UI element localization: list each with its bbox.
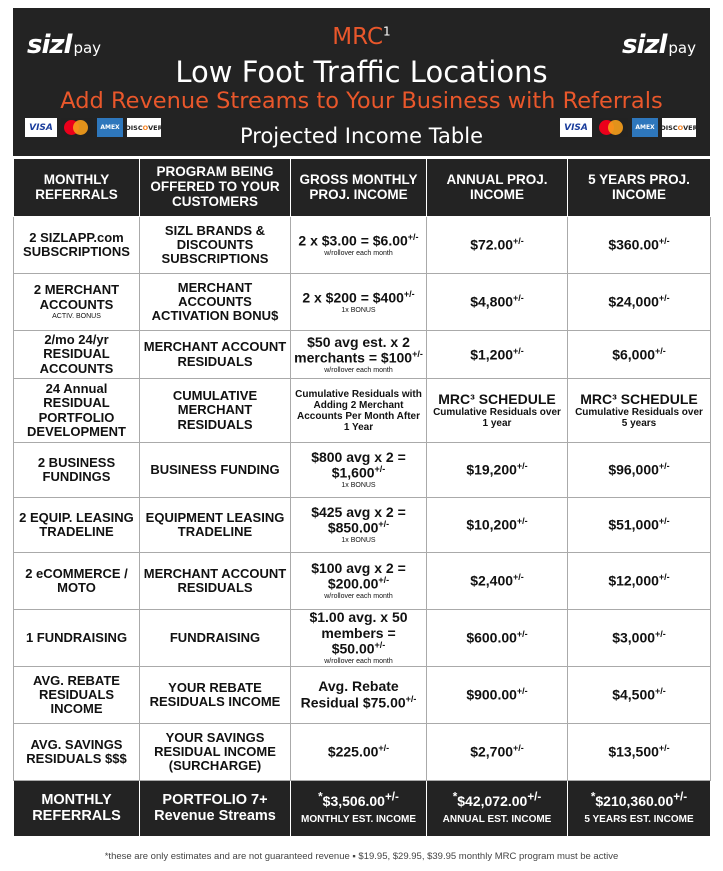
gross-note: w/rollover each month [324, 593, 393, 601]
referrals-text: 2 BUSINESS FUNDINGS [37, 454, 116, 484]
table-row [14, 553, 711, 610]
referrals-cell [14, 610, 140, 667]
referrals-cell [14, 331, 140, 379]
five-value: $13,500 [608, 743, 659, 760]
plus-minus: +/- [655, 686, 666, 697]
referrals-cell [14, 379, 140, 443]
table-row [14, 498, 711, 553]
gross-cell [291, 443, 427, 498]
logo-sub-text: pay [73, 39, 102, 57]
program-text: BUSINESS FUNDING [150, 461, 280, 477]
annual-cell [427, 217, 568, 274]
program-text: MERCHANT ACCOUNTS ACTIVATION BONU$ [151, 279, 279, 324]
totals-program: PORTFOLIO 7+ Revenue Streams [140, 781, 291, 837]
totals-five-years [568, 781, 711, 837]
totals-annual [427, 781, 568, 837]
gross-text: $1.00 avg. x 50 members = $50.00 [309, 609, 408, 657]
referrals-text: 24 Annual RESIDUAL PORTFOLIO DEVELOPMENT [27, 380, 126, 439]
asterisk: * [318, 790, 323, 804]
annual-cell [427, 498, 568, 553]
five-year-cell [568, 553, 711, 610]
five-value: $12,000 [608, 572, 659, 589]
annual-value: MRC³ SCHEDULE [438, 390, 556, 407]
table-row [14, 610, 711, 667]
referrals-cell [14, 217, 140, 274]
asterisk: * [590, 790, 596, 804]
col-header-gross: GROSS MONTHLY PROJ. INCOME [291, 159, 427, 217]
table-row [14, 667, 711, 724]
gross-text: Cumulative Residuals with Adding 2 Merchant Accounts Per Month After 1 Year [295, 388, 422, 433]
totals-gross-value: $3,506.00 [322, 793, 385, 810]
program-cell [140, 498, 291, 553]
annual-cell [427, 443, 568, 498]
plus-minus: +/- [516, 686, 528, 697]
visa-icon: VISA [560, 118, 592, 137]
payment-cards-left [25, 118, 161, 137]
annual-value: $1,200 [470, 345, 514, 362]
plus-minus: +/- [516, 461, 528, 472]
gross-text: $100 avg x 2 = $200.00 [311, 560, 406, 592]
five-year-cell [568, 443, 711, 498]
annual-cell [427, 724, 568, 781]
gross-text: $50 avg est. x 2 merchants = $100 [294, 333, 413, 366]
amex-icon: AMEX [632, 118, 658, 137]
gross-text: 2 x $200 = $400 [302, 289, 404, 306]
logo-main-text: sizl [621, 30, 667, 60]
discover-icon: DISC O VER [662, 118, 696, 137]
plus-minus: +/- [658, 516, 670, 527]
plus-minus: +/- [673, 790, 688, 804]
gross-text: 2 x $3.00 = $6.00 [298, 232, 408, 249]
five-year-cell [568, 667, 711, 724]
visa-icon: VISA [25, 118, 57, 137]
plus-minus: +/- [658, 461, 670, 472]
annual-value: $2,700 [470, 743, 514, 760]
plus-minus: +/- [513, 572, 524, 583]
plus-minus: +/- [527, 790, 542, 804]
table-header-row [14, 159, 711, 217]
income-table [13, 158, 711, 837]
discover-icon: DISC O VER [127, 118, 161, 137]
plus-minus: +/- [407, 231, 419, 242]
col-header-program: PROGRAM BEING OFFERED TO YOUR CUSTOMERS [140, 159, 291, 217]
referrals-text: 2/mo 24/yr RESIDUAL ACCOUNTS [39, 332, 114, 376]
totals-five-value: $210,360.00 [595, 793, 674, 810]
table-row [14, 443, 711, 498]
plus-minus: +/- [403, 288, 415, 299]
totals-referrals: MONTHLY REFERRALS [14, 781, 140, 837]
referrals-text: AVG. REBATE RESIDUALS INCOME [33, 672, 120, 717]
col-header-referrals: MONTHLY REFERRALS [14, 159, 140, 217]
gross-cell [291, 379, 427, 443]
plus-minus: +/- [374, 464, 386, 475]
referrals-cell [14, 667, 140, 724]
annual-value: $72.00 [470, 236, 514, 253]
plus-minus: +/- [513, 743, 524, 754]
program-text: YOUR SAVINGS RESIDUAL INCOME (SURCHARGE) [154, 729, 276, 774]
five-value: $3,000 [612, 629, 656, 646]
plus-minus: +/- [513, 293, 524, 304]
five-year-cell [568, 274, 711, 331]
gross-text: Avg. Rebate Residual $75.00 [300, 678, 406, 711]
table-row [14, 379, 711, 443]
annual-value: $900.00 [466, 686, 517, 703]
five-year-cell [568, 498, 711, 553]
program-cell [140, 553, 291, 610]
plus-minus: +/- [516, 516, 528, 527]
annual-value: $2,400 [470, 572, 514, 589]
plus-minus: +/- [513, 345, 524, 356]
totals-annual-value: $42,072.00 [457, 793, 528, 810]
annual-cell [427, 667, 568, 724]
plus-minus: +/- [384, 790, 399, 804]
annual-value: $600.00 [466, 629, 517, 646]
five-value: $51,000 [608, 516, 659, 533]
plus-minus: +/- [658, 743, 670, 754]
referrals-text: 2 EQUIP. LEASING TRADELINE [19, 509, 134, 539]
program-text: SIZL BRANDS & DISCOUNTS SUBSCRIPTIONS [161, 222, 269, 267]
program-cell [140, 331, 291, 379]
gross-cell [291, 553, 427, 610]
gross-cell [291, 217, 427, 274]
amex-icon: AMEX [97, 118, 123, 137]
annual-value: $4,800 [470, 293, 514, 310]
five-year-cell [568, 379, 711, 443]
mastercard-icon [596, 118, 628, 137]
five-value: $6,000 [612, 345, 656, 362]
gross-text: $425 avg x 2 = $850.00 [311, 504, 406, 536]
plus-minus: +/- [378, 519, 390, 530]
col-header-annual: ANNUAL PROJ. INCOME [427, 159, 568, 217]
five-note: Cumulative Residuals over 5 years [575, 407, 703, 430]
gross-note: w/rollover each month [324, 657, 393, 665]
referrals-text: AVG. SAVINGS RESIDUALS $$$ [26, 736, 127, 766]
plus-minus: +/- [513, 236, 524, 247]
five-value: $96,000 [608, 461, 659, 478]
five-value: $360.00 [608, 236, 659, 253]
program-cell [140, 667, 291, 724]
totals-row [14, 781, 711, 837]
referrals-text: 1 FUNDRAISING [25, 629, 128, 645]
table-row [14, 331, 711, 379]
annual-value: $19,200 [466, 461, 517, 478]
col-header-five-years: 5 YEARS PROJ. INCOME [568, 159, 711, 217]
five-year-cell [568, 217, 711, 274]
referrals-text: 2 MERCHANT ACCOUNTS [33, 282, 120, 312]
program-text: MERCHANT ACCOUNT RESIDUALS [143, 565, 287, 595]
gross-text: $225.00 [327, 743, 379, 760]
referrals-cell [14, 553, 140, 610]
five-year-cell [568, 331, 711, 379]
gross-cell [291, 331, 427, 379]
gross-cell [291, 724, 427, 781]
plus-minus: +/- [378, 743, 390, 754]
plus-minus: +/- [378, 575, 390, 586]
gross-cell [291, 667, 427, 724]
header-banner [13, 8, 710, 156]
gross-note: w/rollover each month [324, 366, 393, 374]
program-cell [140, 443, 291, 498]
mrc-heading [13, 24, 710, 50]
annual-cell [427, 331, 568, 379]
gross-note: w/rollover each month [324, 249, 393, 257]
five-year-cell [568, 724, 711, 781]
program-cell [140, 724, 291, 781]
program-cell [140, 217, 291, 274]
annual-cell [427, 274, 568, 331]
mrc-superscript: 1 [383, 24, 391, 39]
gross-cell [291, 274, 427, 331]
table-row [14, 217, 711, 274]
annual-value: $10,200 [466, 516, 517, 533]
referrals-text: 2 eCOMMERCE / MOTO [25, 565, 128, 595]
annual-note: Cumulative Residuals over 1 year [433, 407, 561, 430]
referrals-cell [14, 274, 140, 331]
annual-cell [427, 553, 568, 610]
logo-sub-text: pay [668, 39, 696, 57]
gross-cell [291, 498, 427, 553]
table-title: Projected Income Table [239, 124, 484, 148]
plus-minus: +/- [516, 629, 528, 640]
program-cell [140, 274, 291, 331]
plus-minus: +/- [412, 348, 423, 359]
plus-minus: +/- [374, 640, 386, 651]
plus-minus: +/- [658, 293, 670, 304]
gross-note: 1x BONUS [341, 482, 376, 490]
mastercard-icon [61, 118, 93, 137]
referrals-text: 2 SIZLAPP.com SUBSCRIPTIONS [23, 229, 130, 259]
totals-gross [291, 781, 427, 837]
table-row [14, 724, 711, 781]
asterisk: * [452, 790, 458, 804]
mrc-text: MRC [332, 24, 384, 50]
payment-cards-right [560, 118, 696, 137]
plus-minus: +/- [658, 236, 670, 247]
program-text: FUNDRAISING [169, 629, 261, 645]
gross-note: 1x BONUS [341, 537, 376, 545]
five-year-cell [568, 610, 711, 667]
totals-five-label: 5 YEARS EST. INCOME [584, 814, 694, 826]
program-text: EQUIPMENT LEASING TRADELINE [145, 509, 285, 539]
disclaimer-text: *these are only estimates and are not guaranteed revenue ▪ $19.95, $29.95, $39.95 monthly MRC program must be active [104, 851, 619, 862]
program-cell [140, 379, 291, 443]
plus-minus: +/- [655, 629, 666, 640]
referrals-note: ACTIV. BONUS [52, 312, 101, 320]
page-title: Low Foot Traffic Locations [175, 55, 548, 89]
referrals-cell [14, 498, 140, 553]
page-subtitle: Add Revenue Streams to Your Business with Referrals [60, 88, 663, 114]
program-cell [140, 610, 291, 667]
plus-minus: +/- [658, 572, 670, 583]
annual-cell [427, 610, 568, 667]
gross-cell [291, 610, 427, 667]
totals-annual-label: ANNUAL EST. INCOME [442, 814, 552, 826]
referrals-cell [14, 724, 140, 781]
referrals-cell [14, 443, 140, 498]
logo-main-text: sizl [27, 30, 72, 60]
five-value: MRC³ SCHEDULE [580, 390, 698, 407]
program-text: CUMULATIVE MERCHANT RESIDUALS [172, 388, 258, 432]
five-value: $24,000 [608, 293, 659, 310]
program-text: MERCHANT ACCOUNT RESIDUALS [143, 339, 287, 369]
plus-minus: +/- [405, 693, 417, 704]
annual-cell [427, 379, 568, 443]
totals-gross-label: MONTHLY EST. INCOME [300, 814, 416, 826]
plus-minus: +/- [655, 345, 666, 356]
table-row [14, 274, 711, 331]
program-text: YOUR REBATE RESIDUALS INCOME [149, 679, 281, 709]
gross-text: $800 avg x 2 = $1,600 [311, 449, 406, 481]
gross-note: 1x BONUS [341, 306, 376, 314]
five-value: $4,500 [612, 686, 656, 703]
